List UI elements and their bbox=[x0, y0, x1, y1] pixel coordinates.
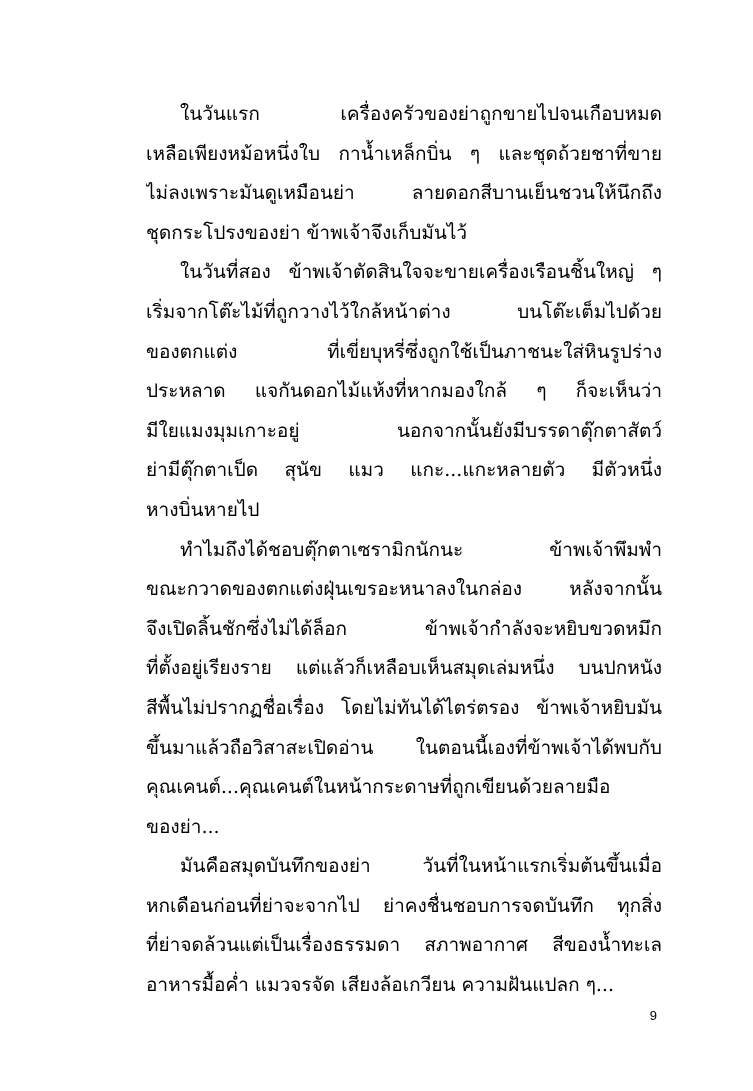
text-line: ทำไมถึงได้ชอบตุ๊กตาเซรามิกนักนะ ข้าพเจ้าพึมพำ bbox=[180, 538, 662, 561]
text-line: ของตกแต่ง ที่เขี่ยบุหรี่ซึ่งถูกใช้เป็นภาชนะใส่หินรูปร่าง bbox=[146, 340, 662, 363]
text-line: เริ่มจากโต๊ะไม้ที่ถูกวางไว้ใกล้หน้าต่าง บนโต๊ะเต็มไปด้วย bbox=[146, 300, 662, 323]
text-line: ชุดกระโปรงของย่า ข้าพเจ้าจึงเก็บมันไว้ bbox=[146, 221, 468, 244]
text-line: ในวันแรก เครื่องครัวของย่าถูกขายไปจนเกือบหมด bbox=[180, 103, 662, 125]
text-line: หางบิ่นหายไป bbox=[146, 498, 260, 521]
paragraph bbox=[146, 253, 662, 530]
text-line: ขณะกวาดของตกแต่งฝุ่นเขรอะหนาลงในกล่อง หลังจากนั้น bbox=[146, 578, 662, 601]
paragraph bbox=[146, 847, 662, 1005]
page-number: 9 bbox=[649, 1008, 657, 1023]
text-line: ในวันที่สอง ข้าพเจ้าตัดสินใจจะขายเครื่องเรือนชิ้นใหญ่ ๆ bbox=[180, 261, 662, 284]
text-line: ที่ตั้งอยู่เรียงราย แต่แล้วก็เหลือบเห็นสมุดเล่มหนึ่ง บนปกหนัง bbox=[146, 657, 662, 680]
paragraph bbox=[146, 531, 662, 848]
text-line: ไม่ลงเพราะมันดูเหมือนย่า ลายดอกสีบานเย็นชวนให้นึกถึง bbox=[146, 182, 662, 205]
text-line: ที่ย่าจดล้วนแต่เป็นเรื่องธรรมดา สภาพอากาศ สีของน้ำทะเล bbox=[146, 934, 662, 957]
text-line: ประหลาด แจกันดอกไม้แห้งที่หากมองใกล้ ๆ ก็จะเห็นว่า bbox=[146, 380, 662, 403]
text-line: อาหารมื้อค่ำ แมวจรจัด เสียงล้อเกวียน ความฝันแปลก ๆ... bbox=[146, 974, 615, 997]
text-line: ของย่า... bbox=[146, 815, 220, 838]
text-line: มันคือสมุดบันทึกของย่า วันที่ในหน้าแรกเริ่มต้นขึ้นเมื่อ bbox=[180, 855, 662, 878]
text-line: หกเดือนก่อนที่ย่าจะจากไป ย่าคงชื่นชอบการจดบันทึก ทุกสิ่ง bbox=[146, 894, 662, 917]
text-line: คุณเคนต์...คุณเคนต์ในหน้ากระดาษที่ถูกเขียนด้วยลายมือ bbox=[146, 776, 611, 799]
text-line: ขึ้นมาแล้วถือวิสาสะเปิดอ่าน ในตอนนี้เองที่ข้าพเจ้าได้พบกับ bbox=[146, 736, 662, 759]
body-text bbox=[146, 95, 662, 1006]
text-line: สีพื้นไม่ปรากฏชื่อเรื่อง โดยไม่ทันได้ไตร่ตรอง ข้าพเจ้าหยิบมัน bbox=[146, 696, 662, 719]
paragraph bbox=[146, 95, 662, 253]
text-line: เหลือเพียงหม้อหนึ่งใบ กาน้ำเหล็กบิ่น ๆ และชุดถ้วยชาที่ขาย bbox=[146, 142, 662, 165]
text-line: จึงเปิดลิ้นชักซึ่งไม่ได้ล็อก ข้าพเจ้ากำลังจะหยิบขวดหมึก bbox=[146, 617, 662, 640]
text-line: ย่ามีตุ๊กตาเป็ด สุนัข แมว แกะ...แกะหลายตัว มีตัวหนึ่ง bbox=[146, 459, 662, 482]
text-line: มีใยแมงมุมเกาะอยู่ นอกจากนั้นยังมีบรรดาตุ๊กตาสัตว์ bbox=[146, 419, 662, 442]
